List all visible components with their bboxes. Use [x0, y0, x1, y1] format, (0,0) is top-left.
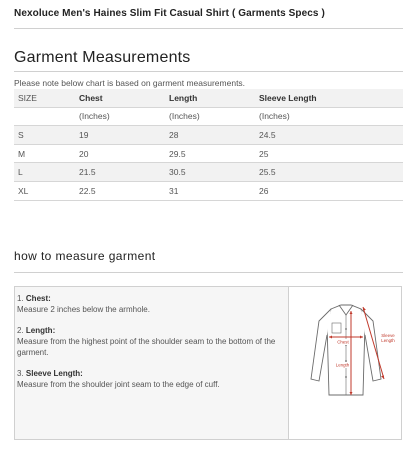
step-length: [17, 325, 288, 358]
step-sleeve-length: [17, 368, 288, 390]
how-to-measure-box: [14, 286, 402, 440]
chart-note: Please note below chart is based on garment measurements.: [14, 78, 246, 88]
step-number: 2.: [17, 326, 24, 335]
table-cell: 26: [255, 181, 403, 200]
step-number: 1.: [17, 294, 24, 303]
table-cell: L: [14, 163, 75, 182]
size-chart-table: [14, 89, 403, 201]
step-chest: [17, 293, 288, 315]
instructions-panel: [15, 287, 289, 439]
table-row: [14, 163, 403, 182]
step-label: Length:: [25, 326, 56, 335]
sleeve-arrowhead-top: [363, 307, 366, 311]
sleeve-label-line2: Length: [381, 338, 395, 343]
table-cell: (Inches): [165, 107, 255, 126]
shirt-button: [345, 376, 347, 378]
table-cell: 30.5: [165, 163, 255, 182]
chest-label: Chest: [337, 339, 349, 345]
table-cell: S: [14, 126, 75, 145]
table-row: [14, 144, 403, 163]
divider-measurements: [14, 71, 403, 72]
table-cell: (Inches): [75, 107, 165, 126]
table-cell: [14, 107, 75, 126]
sleeve-label-line1: Sleeve: [381, 333, 395, 338]
step-text: Measure from the highest point of the shoulder seam to the bottom of the garment.: [17, 337, 276, 357]
table-cell: M: [14, 144, 75, 163]
divider-how-to: [14, 272, 403, 273]
table-cell: (Inches): [255, 107, 403, 126]
table-cell: 25.5: [255, 163, 403, 182]
table-cell: 31: [165, 181, 255, 200]
table-header-cell: Sleeve Length: [255, 89, 403, 107]
table-cell: XL: [14, 181, 75, 200]
table-cell: 21.5: [75, 163, 165, 182]
table-cell: 19: [75, 126, 165, 145]
table-header-row: [14, 89, 403, 107]
page-title: Nexoluce Men's Haines Slim Fit Casual Shirt ( Garments Specs ): [14, 8, 325, 19]
shirt-diagram: [289, 287, 401, 439]
table-row: [14, 126, 403, 145]
table-cell: 29.5: [165, 144, 255, 163]
step-label: Sleeve Length:: [25, 369, 83, 378]
table-header-cell: Chest: [75, 89, 165, 107]
table-cell: 28: [165, 126, 255, 145]
step-text: Measure 2 inches below the armhole.: [17, 305, 150, 314]
table-units-row: [14, 107, 403, 126]
step-number: 3.: [17, 369, 24, 378]
divider-top: [14, 28, 403, 29]
step-label: Chest:: [25, 294, 51, 303]
how-to-measure-heading: how to measure garment: [14, 249, 156, 263]
table-header-cell: SIZE: [14, 89, 75, 107]
garment-measurements-heading: Garment Measurements: [14, 49, 191, 66]
table-cell: 20: [75, 144, 165, 163]
table-cell: 25: [255, 144, 403, 163]
shirt-button: [345, 328, 347, 330]
sleeve-arrowhead-bottom: [381, 375, 384, 379]
table-row: [14, 181, 403, 200]
table-cell: 22.5: [75, 181, 165, 200]
step-text: Measure from the shoulder joint seam to the edge of cuff.: [17, 380, 220, 389]
table-cell: 24.5: [255, 126, 403, 145]
table-header-cell: Length: [165, 89, 255, 107]
shirt-icon: [293, 301, 397, 401]
length-label: Length: [335, 362, 350, 368]
